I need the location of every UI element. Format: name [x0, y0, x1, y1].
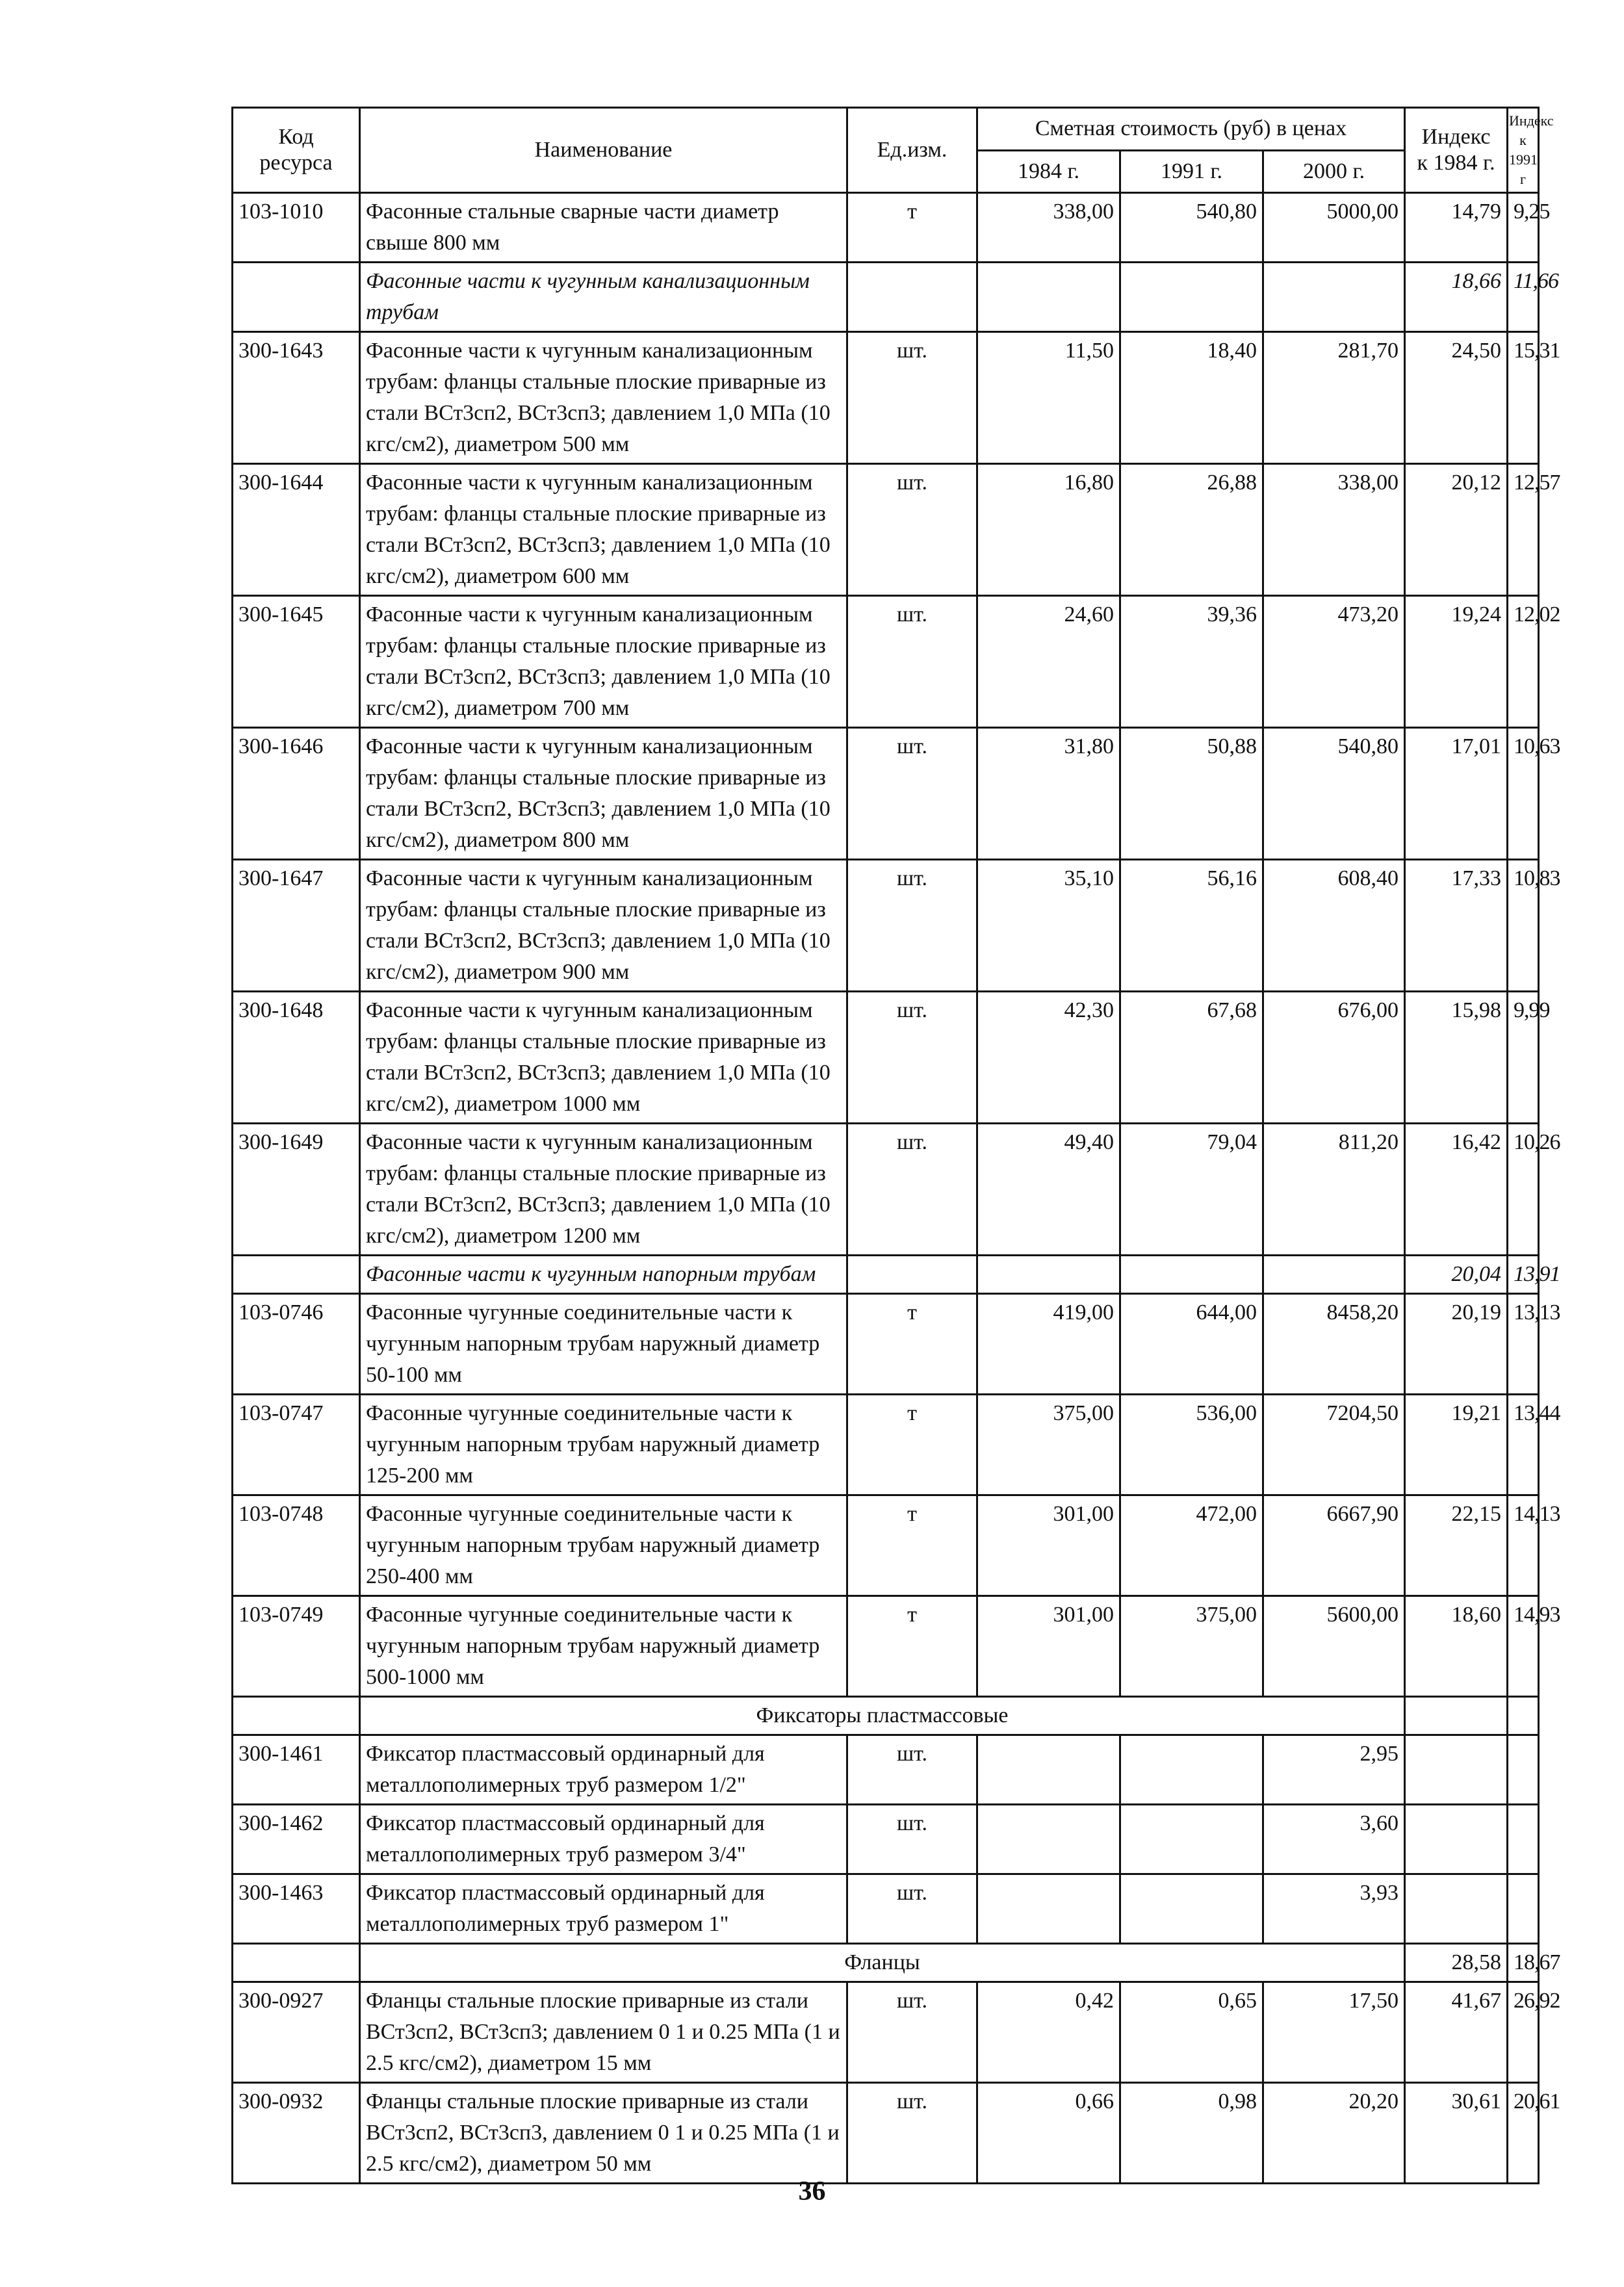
- table-row: [233, 1495, 1539, 1596]
- unit: т: [847, 1294, 977, 1395]
- page-number: 36: [798, 2177, 826, 2206]
- group-code-empty: [233, 1256, 360, 1294]
- group-title: Фасонные части к чугунным напорным трубам: [360, 1256, 847, 1294]
- resource-name: Фасонные стальные сварные части диаметр свыше 800 мм: [360, 193, 847, 263]
- index-1991: [1508, 1735, 1539, 1805]
- header-index-1991-line1: Индекс: [1509, 112, 1554, 129]
- group-index-1984: 20,04: [1405, 1256, 1508, 1294]
- group-code-empty: [233, 263, 360, 332]
- header-index-1984-line1: Индекс: [1421, 125, 1491, 149]
- price-1984: [977, 1874, 1120, 1944]
- unit: шт.: [847, 728, 977, 860]
- resource-code: 103-0749: [233, 1596, 360, 1697]
- resource-code: 300-1648: [233, 992, 360, 1124]
- price-2000: 676,00: [1263, 992, 1405, 1124]
- resource-name: Фланцы стальные плоские приварные из стали ВСт3сп2, ВСт3сп3, давлением 0 1 и 0.25 МПа (1 и 2.5 кгс/см2), диаметром 50 мм: [360, 2083, 847, 2184]
- resource-code: 300-1647: [233, 860, 360, 992]
- unit: шт.: [847, 1735, 977, 1805]
- price-1984: 301,00: [977, 1495, 1120, 1596]
- price-1991: 56,16: [1120, 860, 1263, 992]
- header-year-2000: 2000 г.: [1263, 150, 1405, 193]
- index-1984: 14,79: [1405, 193, 1508, 263]
- unit: шт.: [847, 1982, 977, 2083]
- unit: шт.: [847, 1874, 977, 1944]
- group-empty: [1120, 263, 1263, 332]
- price-1991: 0,98: [1120, 2083, 1263, 2184]
- price-2000: 17,50: [1263, 1982, 1405, 2083]
- section-title: Фиксаторы пластмассовые: [360, 1697, 1405, 1735]
- table-row: [233, 1395, 1539, 1495]
- group-row: [233, 1256, 1539, 1294]
- resource-name: Фасонные части к чугунным канализационным трубам: фланцы стальные плоские приварные из стали ВСт3сп2, ВСт3сп3; давлением 1,0 МПа (10 кгс/см2), диаметром 800 мм: [360, 728, 847, 860]
- price-1984: 0,66: [977, 2083, 1120, 2184]
- table-row: [233, 1596, 1539, 1697]
- price-1984: [977, 1805, 1120, 1874]
- price-1984: 42,30: [977, 992, 1120, 1124]
- price-2000: 811,20: [1263, 1124, 1405, 1256]
- resource-name: Фиксатор пластмассовый ординарный для металлополимерных труб размером 1/2": [360, 1735, 847, 1805]
- price-1991: [1120, 1805, 1263, 1874]
- index-1984: 41,67: [1405, 1982, 1508, 2083]
- group-empty: [977, 1256, 1120, 1294]
- index-1991: 9,25: [1508, 193, 1539, 263]
- resource-code: 300-0927: [233, 1982, 360, 2083]
- group-row: [233, 263, 1539, 332]
- price-2000: 338,00: [1263, 464, 1405, 596]
- price-1991: 536,00: [1120, 1395, 1263, 1495]
- section-index-1984: [1405, 1697, 1508, 1735]
- unit: шт.: [847, 464, 977, 596]
- table-row: [233, 1982, 1539, 2083]
- unit: шт.: [847, 1805, 977, 1874]
- unit: т: [847, 193, 977, 263]
- section-row: [233, 1944, 1539, 1982]
- price-1991: 39,36: [1120, 596, 1263, 728]
- resource-name: Фасонные части к чугунным канализационным трубам: фланцы стальные плоские приварные из стали ВСт3сп2, ВСт3сп3; давлением 1,0 МПа (10 кгс/см2), диаметром 1000 мм: [360, 992, 847, 1124]
- header-code: [233, 108, 360, 193]
- resource-name: Фасонные части к чугунным канализационным трубам: фланцы стальные плоские приварные из стали ВСт3сп2, ВСт3сп3; давлением 1,0 МПа (10 кгс/см2), диаметром 900 мм: [360, 860, 847, 992]
- header-name: Наименование: [360, 108, 847, 193]
- section-title: Фланцы: [360, 1944, 1405, 1982]
- table-row: [233, 728, 1539, 860]
- unit: шт.: [847, 992, 977, 1124]
- index-1991: 14,13: [1508, 1495, 1539, 1596]
- index-1991: 14,93: [1508, 1596, 1539, 1697]
- price-1984: 24,60: [977, 596, 1120, 728]
- price-2000: 6667,90: [1263, 1495, 1405, 1596]
- price-2000: 5000,00: [1263, 193, 1405, 263]
- index-1991: 10,83: [1508, 860, 1539, 992]
- unit: шт.: [847, 596, 977, 728]
- resource-code: 300-0932: [233, 2083, 360, 2184]
- section-row: [233, 1697, 1539, 1735]
- table-row: [233, 193, 1539, 263]
- resource-name: Фланцы стальные плоские приварные из стали ВСт3сп2, ВСт3сп3; давлением 0 1 и 0.25 МПа (1 и 2.5 кгс/см2), диаметром 15 мм: [360, 1982, 847, 2083]
- resource-code: 300-1462: [233, 1805, 360, 1874]
- table-row: [233, 332, 1539, 464]
- resource-code: 300-1643: [233, 332, 360, 464]
- index-1984: 19,24: [1405, 596, 1508, 728]
- index-1991: 10,63: [1508, 728, 1539, 860]
- price-1991: 18,40: [1120, 332, 1263, 464]
- index-1991: [1508, 1874, 1539, 1944]
- price-2000: 281,70: [1263, 332, 1405, 464]
- price-1991: 26,88: [1120, 464, 1263, 596]
- price-1991: [1120, 1874, 1263, 1944]
- price-1984: 31,80: [977, 728, 1120, 860]
- section-code-empty: [233, 1697, 360, 1735]
- price-1991: 79,04: [1120, 1124, 1263, 1256]
- header-unit: Ед.изм.: [847, 108, 977, 193]
- resource-code: 300-1463: [233, 1874, 360, 1944]
- index-1984: 19,21: [1405, 1395, 1508, 1495]
- group-empty: [1263, 263, 1405, 332]
- price-1984: 11,50: [977, 332, 1120, 464]
- price-2000: 2,95: [1263, 1735, 1405, 1805]
- header-index-1991-line2: к 1991 г: [1509, 132, 1538, 187]
- index-1991: 20,61: [1508, 2083, 1539, 2184]
- header-index-1984: [1405, 108, 1508, 193]
- unit: шт.: [847, 860, 977, 992]
- price-1984: 419,00: [977, 1294, 1120, 1395]
- resource-code: 300-1649: [233, 1124, 360, 1256]
- group-empty: [1263, 1256, 1405, 1294]
- header-year-1991: 1991 г.: [1120, 150, 1263, 193]
- table-row: [233, 464, 1539, 596]
- unit: шт.: [847, 332, 977, 464]
- unit: т: [847, 1395, 977, 1495]
- index-1984: 20,19: [1405, 1294, 1508, 1395]
- price-1984: 16,80: [977, 464, 1120, 596]
- price-1991: 540,80: [1120, 193, 1263, 263]
- price-2000: 473,20: [1263, 596, 1405, 728]
- price-1991: 67,68: [1120, 992, 1263, 1124]
- price-1984: 35,10: [977, 860, 1120, 992]
- resource-name: Фасонные чугунные соединительные части к чугунным напорным трубам наружный диаметр 250-400 мм: [360, 1495, 847, 1596]
- price-2000: 540,80: [1263, 728, 1405, 860]
- index-1984: 18,60: [1405, 1596, 1508, 1697]
- resource-name: Фасонные части к чугунным канализационным трубам: фланцы стальные плоские приварные из стали ВСт3сп2, ВСт3сп3; давлением 1,0 МПа (10 кгс/см2), диаметром 500 мм: [360, 332, 847, 464]
- index-1984: 22,15: [1405, 1495, 1508, 1596]
- table-row: [233, 1294, 1539, 1395]
- table-body: [233, 193, 1560, 2184]
- resource-name: Фасонные части к чугунным канализационным трубам: фланцы стальные плоские приварные из стали ВСт3сп2, ВСт3сп3; давлением 1,0 МПа (10 кгс/см2), диаметром 1200 мм: [360, 1124, 847, 1256]
- price-table: [231, 107, 1560, 2184]
- header-row-1: [233, 108, 1539, 151]
- resource-code: 300-1645: [233, 596, 360, 728]
- header-index-1984-line2: к 1984 г.: [1417, 151, 1495, 175]
- group-unit-empty: [847, 263, 977, 332]
- price-1984: 0,42: [977, 1982, 1120, 2083]
- group-index-1984: 18,66: [1405, 263, 1508, 332]
- header-year-1984: 1984 г.: [977, 150, 1120, 193]
- resource-code: 300-1461: [233, 1735, 360, 1805]
- resource-name: Фиксатор пластмассовый ординарный для металлополимерных труб размером 1": [360, 1874, 847, 1944]
- index-1991: 13,44: [1508, 1395, 1539, 1495]
- group-index-1991: 11,66: [1508, 263, 1539, 332]
- unit: шт.: [847, 1124, 977, 1256]
- group-title: Фасонные части к чугунным канализационным трубам: [360, 263, 847, 332]
- table-row: [233, 992, 1539, 1124]
- resource-code: 103-0748: [233, 1495, 360, 1596]
- table-row: [233, 860, 1539, 992]
- group-unit-empty: [847, 1256, 977, 1294]
- index-1991: 13,13: [1508, 1294, 1539, 1395]
- price-2000: 608,40: [1263, 860, 1405, 992]
- price-2000: 3,60: [1263, 1805, 1405, 1874]
- index-1991: [1508, 1805, 1539, 1874]
- index-1991: 12,02: [1508, 596, 1539, 728]
- index-1984: 30,61: [1405, 2083, 1508, 2184]
- header-cost-group: Сметная стоимость (руб) в ценах: [977, 108, 1405, 151]
- price-1991: 644,00: [1120, 1294, 1263, 1395]
- resource-code: 103-1010: [233, 193, 360, 263]
- resource-code: 103-0747: [233, 1395, 360, 1495]
- index-1984: 16,42: [1405, 1124, 1508, 1256]
- resource-code: 300-1646: [233, 728, 360, 860]
- section-code-empty: [233, 1944, 360, 1982]
- header-index-1991: [1508, 108, 1554, 193]
- price-2000: 5600,00: [1263, 1596, 1405, 1697]
- group-empty: [1120, 1256, 1263, 1294]
- index-1991: 10,26: [1508, 1124, 1539, 1256]
- unit: т: [847, 1596, 977, 1697]
- price-1991: 375,00: [1120, 1596, 1263, 1697]
- resource-code: 300-1644: [233, 464, 360, 596]
- group-index-1991: 13,91: [1508, 1256, 1539, 1294]
- resource-name: Фиксатор пластмассовый ординарный для металлополимерных труб размером 3/4": [360, 1805, 847, 1874]
- price-1984: 49,40: [977, 1124, 1120, 1256]
- table-row: [233, 1874, 1539, 1944]
- resource-name: Фасонные чугунные соединительные части к чугунным напорным трубам наружный диаметр 50-100 мм: [360, 1294, 847, 1395]
- group-empty: [977, 263, 1120, 332]
- index-1984: 17,33: [1405, 860, 1508, 992]
- price-2000: 8458,20: [1263, 1294, 1405, 1395]
- table-row: [233, 2083, 1539, 2184]
- index-1991: 15,31: [1508, 332, 1539, 464]
- resource-code: 103-0746: [233, 1294, 360, 1395]
- section-index-1991: [1508, 1697, 1539, 1735]
- header-code-line1: Код: [278, 125, 314, 149]
- index-1991: 9,99: [1508, 992, 1539, 1124]
- section-index-1984: 28,58: [1405, 1944, 1508, 1982]
- table-row: [233, 1735, 1539, 1805]
- index-1984: 20,12: [1405, 464, 1508, 596]
- index-1984: 24,50: [1405, 332, 1508, 464]
- price-2000: 7204,50: [1263, 1395, 1405, 1495]
- unit: шт.: [847, 2083, 977, 2184]
- resource-name: Фасонные части к чугунным канализационным трубам: фланцы стальные плоские приварные из стали ВСт3сп2, ВСт3сп3; давлением 1,0 МПа (10 кгс/см2), диаметром 700 мм: [360, 596, 847, 728]
- price-2000: 3,93: [1263, 1874, 1405, 1944]
- resource-name: Фасонные части к чугунным канализационным трубам: фланцы стальные плоские приварные из стали ВСт3сп2, ВСт3сп3; давлением 1,0 МПа (10 кгс/см2), диаметром 600 мм: [360, 464, 847, 596]
- price-2000: 20,20: [1263, 2083, 1405, 2184]
- index-1984: 15,98: [1405, 992, 1508, 1124]
- table-row: [233, 596, 1539, 728]
- price-1984: 338,00: [977, 193, 1120, 263]
- price-1984: 301,00: [977, 1596, 1120, 1697]
- index-1991: 26,92: [1508, 1982, 1539, 2083]
- table-row: [233, 1124, 1539, 1256]
- header-code-line2: ресурса: [259, 151, 333, 175]
- price-1991: 472,00: [1120, 1495, 1263, 1596]
- resource-name: Фасонные чугунные соединительные части к чугунным напорным трубам наружный диаметр 500-1000 мм: [360, 1596, 847, 1697]
- section-index-1991: 18,67: [1508, 1944, 1539, 1982]
- price-1991: [1120, 1735, 1263, 1805]
- unit: т: [847, 1495, 977, 1596]
- index-1984: 17,01: [1405, 728, 1508, 860]
- resource-name: Фасонные чугунные соединительные части к чугунным напорным трубам наружный диаметр 125-200 мм: [360, 1395, 847, 1495]
- price-1984: [977, 1735, 1120, 1805]
- price-1991: 0,65: [1120, 1982, 1263, 2083]
- price-1984: 375,00: [977, 1395, 1120, 1495]
- price-1991: 50,88: [1120, 728, 1263, 860]
- index-1984: [1405, 1735, 1508, 1805]
- index-1984: [1405, 1805, 1508, 1874]
- index-1984: [1405, 1874, 1508, 1944]
- index-1991: 12,57: [1508, 464, 1539, 596]
- table-row: [233, 1805, 1539, 1874]
